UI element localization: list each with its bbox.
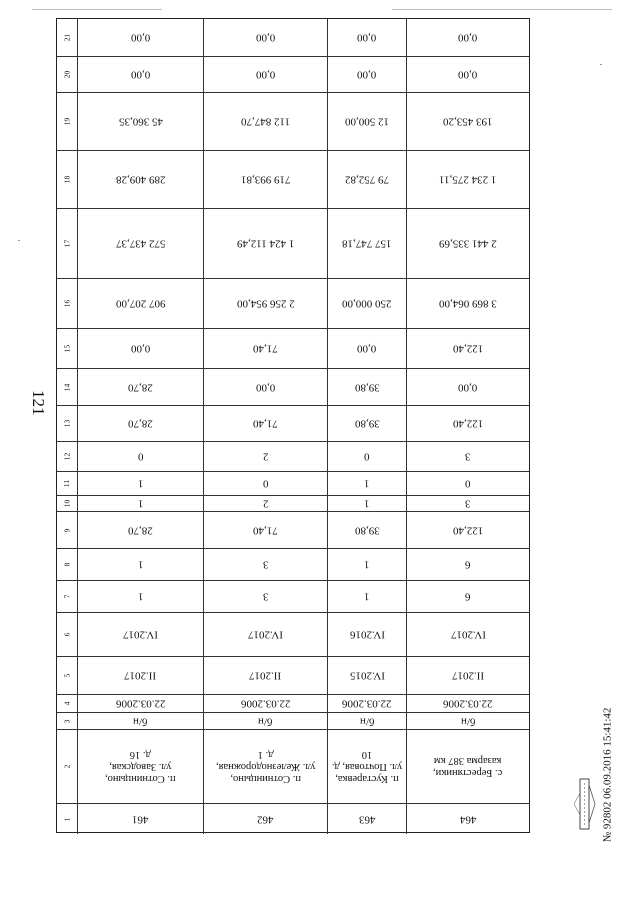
cell-value: 3 [465, 450, 471, 463]
table-row-col-9 [57, 512, 529, 549]
table-cell [203, 369, 327, 405]
table-cell [327, 496, 406, 511]
column-number: 8 [62, 562, 72, 567]
column-number: 18 [62, 175, 72, 184]
table-cell [327, 329, 406, 368]
cell-value: II.2017 [451, 669, 485, 682]
cell-value: п. Сотнинцыно, ул. Заводская, д. 16 [105, 749, 176, 785]
table-cell [327, 581, 406, 612]
column-number-cell [57, 496, 77, 511]
table-cell [77, 369, 203, 405]
table-cell [406, 93, 529, 150]
cell-value: 461 [132, 813, 149, 826]
table-row-col-14 [57, 369, 529, 406]
column-number: 20 [62, 70, 72, 79]
cell-value: 0,00 [458, 381, 478, 394]
table-cell [203, 406, 327, 441]
cell-value: 463 [358, 813, 376, 826]
cell-value: б/н [460, 715, 476, 728]
table-cell [77, 151, 203, 208]
table-cell [327, 151, 406, 208]
table-cell [77, 329, 203, 368]
cell-value: 22.03.2006 [115, 697, 166, 710]
cell-value: 462 [257, 813, 274, 826]
cell-value: 0,00 [357, 68, 377, 81]
cell-value: б/н [258, 715, 273, 728]
cell-value: 0 [465, 477, 471, 490]
table-cell [406, 406, 529, 441]
cell-value: 3 [262, 590, 269, 603]
cell-value: 3 [465, 497, 471, 510]
document-seal-icon [566, 773, 598, 835]
cell-value: 6 [465, 558, 471, 571]
column-number: 6 [62, 632, 72, 637]
scan-artifact-line [392, 9, 612, 10]
cell-value: 0,00 [130, 68, 151, 81]
table-cell [203, 496, 327, 511]
table-cell [327, 549, 406, 580]
column-number-cell [57, 57, 77, 92]
table-row-col-17 [57, 209, 529, 279]
cell-value: 0 [137, 450, 144, 463]
table-cell [327, 406, 406, 441]
column-number: 7 [62, 594, 72, 599]
table-cell [203, 549, 327, 580]
table-cell [406, 57, 529, 92]
table-cell [77, 279, 203, 328]
table-row-col-10 [57, 496, 529, 512]
cell-value: 0,00 [130, 342, 151, 355]
column-number: 4 [62, 701, 72, 706]
table-cell [327, 442, 406, 471]
table-cell [406, 442, 529, 471]
table-row-col-1 [57, 804, 529, 834]
column-number-cell [57, 472, 77, 495]
table-cell [406, 329, 529, 368]
cell-value: 2 [262, 497, 269, 510]
column-number: 15 [62, 344, 72, 353]
column-number: 5 [62, 673, 72, 678]
cell-value: IV.2017 [123, 628, 158, 641]
table-cell [203, 512, 327, 548]
column-number-cell [57, 695, 77, 712]
table-row-col-20 [57, 57, 529, 93]
table-row-col-8 [57, 549, 529, 581]
column-number-cell [57, 151, 77, 208]
cell-value: 719 993,81 [240, 173, 291, 186]
table-cell [203, 93, 327, 150]
table-cell [406, 512, 529, 548]
column-number: 13 [62, 419, 72, 428]
cell-value: 39,80 [354, 524, 380, 537]
cell-value: 22.03.2006 [443, 697, 493, 710]
table-row-col-21 [57, 19, 529, 57]
cell-value: 2 256 954,00 [236, 297, 295, 310]
table-cell [203, 279, 327, 328]
column-number: 9 [62, 528, 72, 532]
cell-value: 71,40 [253, 524, 278, 537]
column-number-cell [57, 512, 77, 548]
cell-value: 0,00 [357, 342, 377, 355]
cell-value: 71,40 [253, 417, 278, 430]
scan-speck [18, 240, 20, 241]
table-cell [327, 19, 406, 56]
cell-value: 28,70 [128, 417, 153, 430]
cell-value: 3 [262, 558, 269, 571]
table-row-col-3 [57, 713, 529, 730]
column-number-cell [57, 279, 77, 328]
table-cell [77, 19, 203, 56]
table-cell [203, 209, 327, 278]
column-number: 16 [62, 299, 72, 308]
table-row-col-19 [57, 93, 529, 151]
table-cell [203, 581, 327, 612]
table-cell [203, 657, 327, 694]
cell-value: 1 234 275,11 [439, 173, 497, 186]
column-number-cell [57, 369, 77, 405]
page-number: 121 [29, 390, 48, 416]
column-number: 21 [62, 33, 72, 42]
cell-value: 112 847,70 [240, 115, 291, 128]
cell-value: 71,40 [253, 342, 278, 355]
table-cell [327, 804, 406, 834]
cell-value: II.2017 [124, 669, 157, 682]
column-number: 2 [62, 764, 72, 769]
table-cell [203, 442, 327, 471]
table-cell [77, 209, 203, 278]
table-cell [77, 549, 203, 580]
table-cell [406, 695, 529, 712]
scan-artifact-line [32, 9, 162, 10]
cell-value: п. Сотнинцыно, ул. Железнодорожная, д. 1 [215, 749, 316, 785]
column-number-cell [57, 93, 77, 150]
cell-value: б/н [133, 715, 148, 728]
table-cell [406, 369, 529, 405]
cell-value: 0,00 [255, 381, 276, 394]
table-row-col-13 [57, 406, 529, 442]
table-cell [327, 279, 406, 328]
table-cell [406, 613, 529, 656]
cell-value: 1 424 112,49 [236, 237, 295, 250]
cell-value: 464 [459, 813, 477, 826]
table-row-col-5 [57, 657, 529, 695]
cell-value: 289 409,28 [115, 173, 166, 186]
cell-value: 1 [364, 477, 370, 490]
cell-value: 0 [364, 450, 370, 463]
table-cell [77, 442, 203, 471]
column-number-cell [57, 442, 77, 471]
table-cell [203, 804, 327, 834]
table-cell [406, 581, 529, 612]
table-cell [77, 406, 203, 441]
cell-value: 39,80 [354, 381, 380, 394]
table-row-col-2 [57, 730, 529, 804]
column-number-cell [57, 19, 77, 56]
cell-value: 45 360,35 [118, 115, 163, 128]
table-row-col-11 [57, 472, 529, 496]
table-cell [327, 613, 406, 656]
table-cell [77, 804, 203, 834]
cell-value: 250 000,00 [342, 297, 392, 310]
cell-value: 122,40 [452, 417, 484, 430]
table-cell [203, 472, 327, 495]
cell-value: 1 [137, 558, 144, 571]
cell-value: 0,00 [458, 31, 478, 44]
table-cell [327, 657, 406, 694]
column-number-cell [57, 581, 77, 612]
cell-value: 0 [262, 477, 269, 490]
registration-stamp-text: № 92802 06.09.2016 15:41:42 [601, 707, 614, 843]
table-cell [406, 19, 529, 56]
cell-value: 39,80 [354, 417, 380, 430]
cell-value: 1 [137, 497, 144, 510]
cell-value: 1 [364, 497, 370, 510]
cell-value: 2 441 335,69 [439, 237, 497, 250]
table-row-col-18 [57, 151, 529, 209]
table-cell [406, 209, 529, 278]
table-cell [77, 512, 203, 548]
table-cell [406, 713, 529, 729]
cell-value: с. Берестяники, казарма 387 км [433, 755, 503, 779]
table-cell [327, 730, 406, 803]
table-cell [406, 151, 529, 208]
cell-value: 28,70 [128, 524, 153, 537]
cell-value: 157 747,18 [342, 237, 392, 250]
column-number: 11 [62, 479, 72, 488]
table-row-col-16 [57, 279, 529, 329]
table-cell [406, 730, 529, 803]
cell-value: 28,70 [128, 381, 153, 394]
cell-value: 0,00 [255, 31, 276, 44]
cell-value: 1 [364, 590, 370, 603]
scan-speck [600, 64, 602, 65]
cell-value: 0,00 [255, 68, 276, 81]
table-cell [203, 695, 327, 712]
cell-value: 0,00 [357, 31, 377, 44]
column-number-cell [57, 713, 77, 729]
table-row-col-15 [57, 329, 529, 369]
table-cell [327, 713, 406, 729]
table-cell [203, 713, 327, 729]
cell-value: 79 752,82 [345, 173, 389, 186]
column-number: 19 [62, 117, 72, 126]
column-number: 17 [62, 239, 72, 248]
column-number-cell [57, 549, 77, 580]
cell-value: 22.03.2006 [342, 697, 392, 710]
table-cell [77, 581, 203, 612]
table-row-col-6 [57, 613, 529, 657]
table-cell [406, 804, 529, 834]
column-number: 3 [62, 719, 72, 723]
column-number: 10 [62, 499, 72, 508]
table-cell [406, 496, 529, 511]
column-number-cell [57, 406, 77, 441]
table-cell [327, 57, 406, 92]
cell-value: 1 [137, 477, 144, 490]
table-cell [327, 695, 406, 712]
table-cell [327, 93, 406, 150]
table-cell [203, 730, 327, 803]
cell-value: 3 869 064,00 [439, 297, 497, 310]
cell-value: 572 437,37 [115, 237, 166, 250]
table-cell [203, 329, 327, 368]
column-number-cell [57, 657, 77, 694]
table-row-col-12 [57, 442, 529, 472]
cell-value: п. Кустаревка, ул. Почтовая, д. 10 [331, 749, 403, 785]
cell-value: IV.2017 [248, 628, 283, 641]
cell-value: IV.2017 [450, 628, 486, 641]
column-number-cell [57, 209, 77, 278]
column-number: 14 [62, 383, 72, 391]
table-cell [406, 657, 529, 694]
table-cell [203, 19, 327, 56]
table-cell [77, 93, 203, 150]
table-cell [406, 472, 529, 495]
cell-value: 1 [137, 590, 144, 603]
table-cell [77, 730, 203, 803]
cell-value: 907 207,00 [115, 297, 166, 310]
column-number-cell [57, 730, 77, 803]
cell-value: 22.03.2006 [240, 697, 291, 710]
table-cell [203, 151, 327, 208]
table-cell [327, 209, 406, 278]
table-cell [327, 512, 406, 548]
column-number-cell [57, 329, 77, 368]
cell-value: II.2017 [249, 669, 282, 682]
cell-value: IV.2016 [349, 628, 385, 641]
table-cell [77, 657, 203, 694]
table-cell [203, 613, 327, 656]
cell-value: 0,00 [130, 31, 151, 44]
column-number: 12 [62, 452, 72, 461]
table-cell [327, 369, 406, 405]
table-cell [77, 713, 203, 729]
cell-value: 12 500,00 [345, 115, 389, 128]
cell-value: б/н [359, 715, 375, 728]
table-cell [77, 496, 203, 511]
table-cell [77, 472, 203, 495]
table-cell [327, 472, 406, 495]
table-cell [77, 613, 203, 656]
cell-value: 0,00 [458, 68, 478, 81]
cell-value: 122,40 [452, 524, 484, 537]
column-number-cell [57, 804, 77, 834]
cell-value: 122,40 [452, 342, 484, 355]
table-cell [406, 549, 529, 580]
table-row-col-4 [57, 695, 529, 713]
column-number: 1 [62, 817, 72, 821]
cell-value: 193 453,20 [443, 115, 493, 128]
table-cell [77, 695, 203, 712]
table-row-col-7 [57, 581, 529, 613]
cell-value: 2 [262, 450, 269, 463]
cell-value: 1 [364, 558, 370, 571]
table-cell [77, 57, 203, 92]
cell-value: IV.2015 [349, 669, 385, 682]
cell-value: 6 [465, 590, 471, 603]
table-cell [406, 279, 529, 328]
data-table [56, 18, 530, 833]
column-number-cell [57, 613, 77, 656]
table-cell [203, 57, 327, 92]
